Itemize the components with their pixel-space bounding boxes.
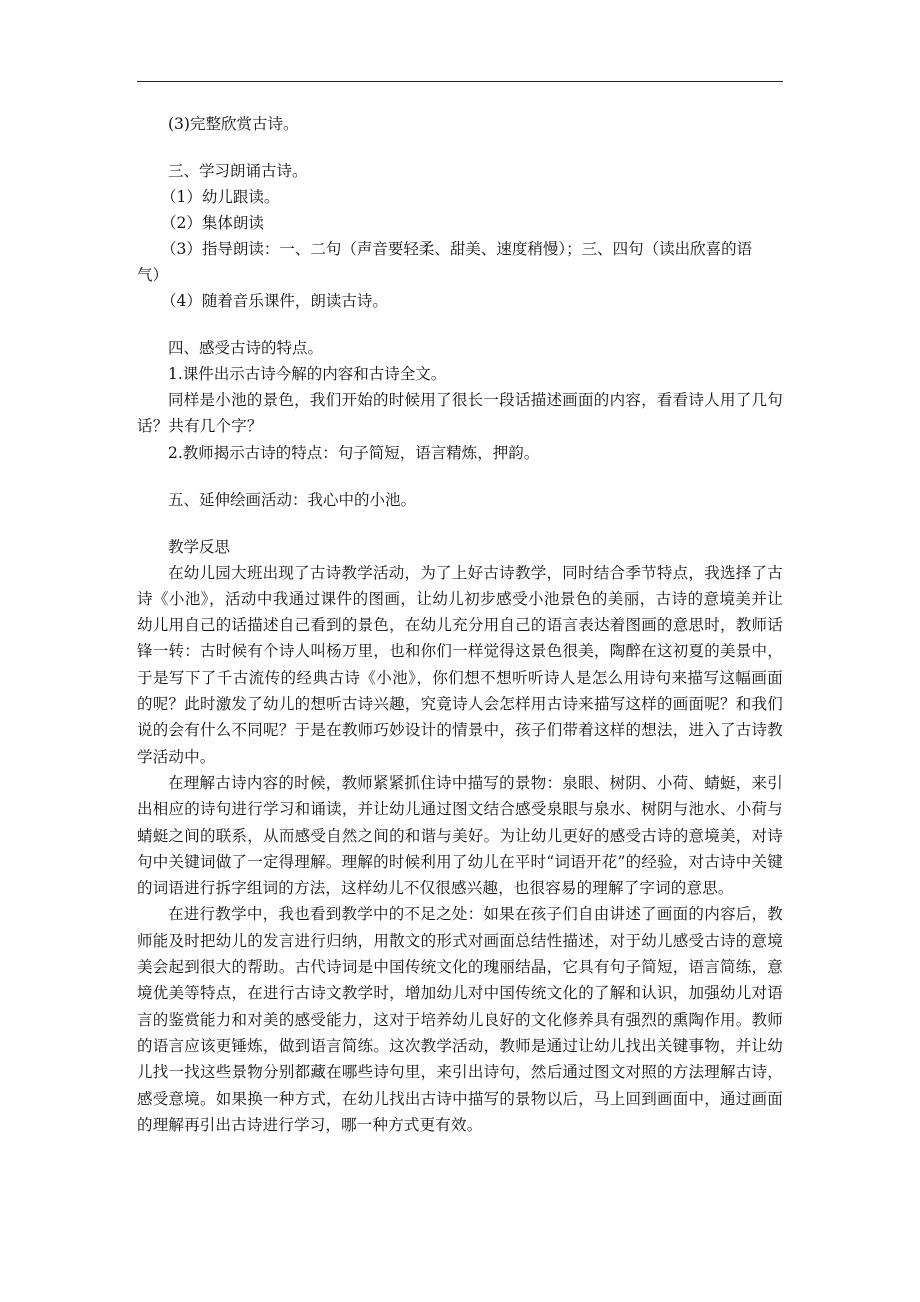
section3-item3-line1: （3）指导朗读：一、二句（声音要轻柔、甜美、速度稍慢）；三、四句（读出欣喜的语: [161, 240, 753, 258]
section3-item4: （4）随着音乐课件，朗读古诗。: [161, 292, 388, 310]
reflection-paragraph-2: 在理解古诗内容的时候，教师紧紧抓住诗中描写的景物：泉眼、树阴、小荷、蜻蜓，来引出相应的诗句进行学习和诵读，并让幼儿通过图文结合感受泉眼与泉水、树阴与池水、小荷与蜻蜓之间的联系，从而感受自然之间的和谐与美好。为让幼儿更好的感受古诗的意境美，对诗句中关键词做了一定得理解。理解的时候利用了幼儿在平时“词语开花”的经验，对古诗中关键的词语进行拆字组词的方法，这样幼儿不仅很感兴趣，也很容易的理解了字词的意思。: [137, 773, 783, 898]
reflection-paragraph-1: 在幼儿园大班出现了古诗教学活动，为了上好古诗教学，同时结合季节特点，我选择了古诗《小池》，活动中我通过课件的图画，让幼儿初步感受小池景色的美丽，古诗的意境美并让幼儿用自己的话描述自己看到的景色，在幼儿充分用自己的语言表达着图画的意思时，教师话锋一转：古时候有个诗人叫杨万里，也和你们一样觉得这景色很美，陶醉在这初夏的美景中，于是写下了千古流传的经典古诗《小池》，你们想不想听听诗人是怎么用诗句来描写这幅画面的呢？此时激发了幼儿的想听古诗兴趣，究竟诗人会怎样用古诗来描写这样的画面呢？和我们说的会有什么不同呢？于是在教师巧妙设计的情景中，孩子们带着这样的想法，进入了古诗教学活动中。: [137, 563, 783, 766]
section5-heading: 五、延伸绘画活动：我心中的小池。: [168, 490, 417, 509]
section3-item2: （2）集体朗读: [161, 214, 264, 232]
reflection-paragraph-3: 在进行教学中，我也看到教学中的不足之处：如果在孩子们自由讲述了画面的内容后，教师能及时把幼儿的发言进行归纳，用散文的形式对画面总结性描述，对于幼儿感受古诗的意境美会起到很大的帮助。古代诗词是中国传统文化的瑰丽结晶，它具有句子简短，语言简练，意境优美等特点，在进行古诗文教学时，增加幼儿对中国传统文化的了解和认识，加强幼儿对语言的鉴赏能力和对美的感受能力，这对于培养幼儿良好的文化修养具有强烈的熏陶作用。教师的语言应该更锤炼，做到语言简练。这次教学活动，教师是通过让幼儿找出关键事物，并让幼儿找一找这些景物分别都藏在哪些诗句里，来引出诗句，然后通过图文对照的方法理解古诗，感受意境。如果换一种方式，在幼儿找出古诗中描写的景物以后，马上回到画面中，通过画面的理解再引出古诗进行学习，哪一种方式更有效。: [137, 905, 783, 1134]
reflection-title: 教学反思: [168, 537, 231, 556]
section3-heading: 三、学习朗诵古诗。: [168, 162, 308, 180]
header-rule: [137, 81, 783, 82]
section4-item2: 2.教师揭示古诗的特点：句子简短，语言精炼，押韵。: [168, 443, 540, 462]
section3-item3-line2: 气）: [137, 266, 169, 284]
section4-item1: 1.课件出示古诗今解的内容和古诗全文。: [168, 365, 447, 383]
section4-heading: 四、感受古诗的特点。: [168, 339, 324, 357]
section3-item1: （1）幼儿跟读。: [161, 188, 280, 206]
section2-item3: (3)完整欣赏古诗。: [168, 115, 299, 133]
document-body: [137, 111, 783, 1138]
section4-paragraph: 同样是小池的景色，我们开始的时候用了很长一段话描述画面的内容，看看诗人用了几句话？共有几个字？: [137, 391, 783, 436]
